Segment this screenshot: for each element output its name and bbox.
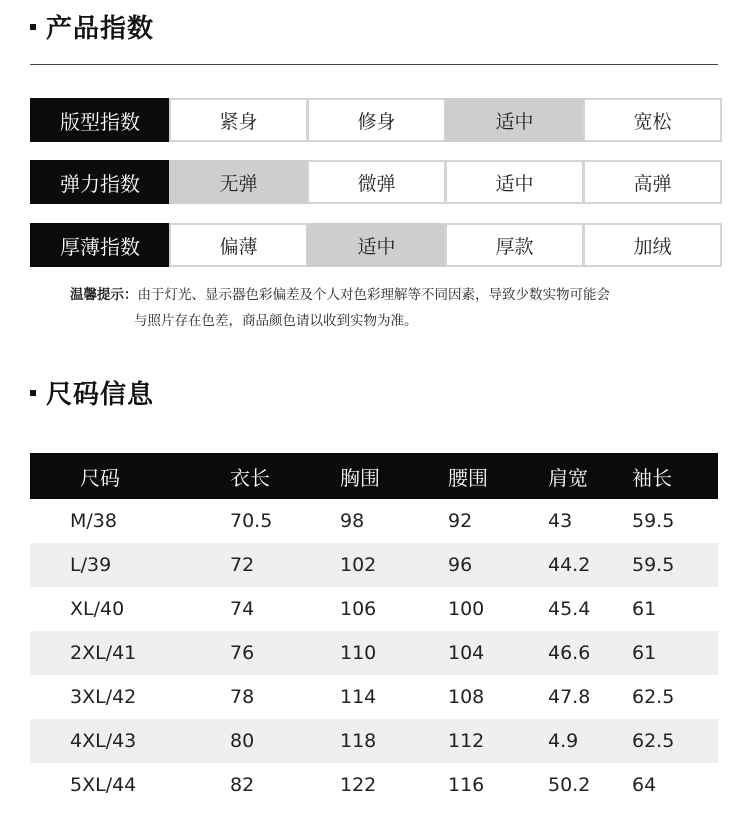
- size-table-header: [30, 453, 718, 499]
- index-row-stretch: [30, 160, 722, 204]
- size-cell: 2XL/41: [70, 642, 137, 664]
- shoulder-cell: 4.9: [548, 730, 579, 752]
- sleeve-cell: 61: [632, 642, 657, 664]
- length-cell: 78: [230, 686, 255, 708]
- table-row: [30, 631, 718, 675]
- index-row-fit: [30, 98, 722, 142]
- shoulder-cell: 43: [548, 510, 573, 532]
- shoulder-cell: 50.2: [548, 774, 591, 796]
- notice-text-line2: 与照片存在色差，商品颜色请以收到实物为准。: [134, 313, 418, 329]
- table-row: [30, 587, 718, 631]
- chest-cell: 110: [340, 642, 377, 664]
- waist-cell: 100: [448, 598, 485, 620]
- index-option: 修身: [307, 98, 446, 142]
- header-cell: 袖长: [632, 465, 672, 490]
- shoulder-cell: 44.2: [548, 554, 591, 576]
- waist-cell: 112: [448, 730, 485, 752]
- header-cell: 肩宽: [548, 465, 588, 490]
- size-cell: 5XL/44: [70, 774, 137, 796]
- index-option: 微弹: [307, 160, 446, 204]
- product-index-title: 产品指数: [30, 8, 154, 45]
- chest-cell: 114: [340, 686, 377, 708]
- size-cell: 3XL/42: [70, 686, 137, 708]
- size-cell: 4XL/43: [70, 730, 137, 752]
- shoulder-cell: 45.4: [548, 598, 591, 620]
- index-option-selected: 无弹: [169, 160, 308, 204]
- bullet-icon: [30, 390, 36, 396]
- title-divider: [30, 64, 718, 65]
- sleeve-cell: 64: [632, 774, 657, 796]
- index-option-selected: 适中: [445, 98, 584, 142]
- sleeve-cell: 62.5: [632, 730, 675, 752]
- size-table: [30, 453, 718, 807]
- length-cell: 74: [230, 598, 255, 620]
- sleeve-cell: 59.5: [632, 554, 675, 576]
- table-row: [30, 719, 718, 763]
- index-label: 弹力指数: [30, 160, 170, 204]
- chest-cell: 98: [340, 510, 365, 532]
- index-label: 厚薄指数: [30, 223, 170, 267]
- header-cell: 腰围: [448, 465, 488, 490]
- index-option: 偏薄: [169, 223, 308, 267]
- waist-cell: 116: [448, 774, 485, 796]
- size-info-title: 尺码信息: [30, 374, 154, 411]
- notice-text-line1: 由于灯光、显示器色彩偏差及个人对色彩理解等不同因素，导致少数实物可能会: [137, 287, 610, 303]
- header-cell: 衣长: [230, 465, 270, 490]
- size-cell: M/38: [70, 510, 117, 532]
- index-option: 适中: [445, 160, 584, 204]
- size-cell: XL/40: [70, 598, 125, 620]
- chest-cell: 122: [340, 774, 377, 796]
- table-row: [30, 675, 718, 719]
- notice-label: 温馨提示：: [70, 287, 138, 303]
- sleeve-cell: 61: [632, 598, 657, 620]
- shoulder-cell: 46.6: [548, 642, 591, 664]
- header-cell: 尺码: [80, 465, 120, 490]
- index-label: 版型指数: [30, 98, 170, 142]
- index-option: 紧身: [169, 98, 308, 142]
- waist-cell: 96: [448, 554, 473, 576]
- index-option: 厚款: [445, 223, 584, 267]
- shoulder-cell: 47.8: [548, 686, 591, 708]
- index-option: 高弹: [583, 160, 722, 204]
- chest-cell: 118: [340, 730, 377, 752]
- length-cell: 80: [230, 730, 255, 752]
- length-cell: 70.5: [230, 510, 273, 532]
- length-cell: 82: [230, 774, 255, 796]
- waist-cell: 104: [448, 642, 485, 664]
- waist-cell: 108: [448, 686, 485, 708]
- bullet-icon: [30, 24, 36, 30]
- table-row: [30, 543, 718, 587]
- sleeve-cell: 59.5: [632, 510, 675, 532]
- chest-cell: 102: [340, 554, 377, 576]
- index-option: 宽松: [583, 98, 722, 142]
- index-option: 加绒: [583, 223, 722, 267]
- sleeve-cell: 62.5: [632, 686, 675, 708]
- waist-cell: 92: [448, 510, 473, 532]
- chest-cell: 106: [340, 598, 377, 620]
- table-row: [30, 763, 718, 807]
- header-cell: 胸围: [340, 465, 380, 490]
- length-cell: 76: [230, 642, 255, 664]
- table-row: [30, 499, 718, 543]
- size-cell: L/39: [70, 554, 112, 576]
- color-notice: [70, 282, 610, 334]
- index-row-thickness: [30, 223, 722, 267]
- index-option-selected: 适中: [307, 223, 446, 267]
- length-cell: 72: [230, 554, 255, 576]
